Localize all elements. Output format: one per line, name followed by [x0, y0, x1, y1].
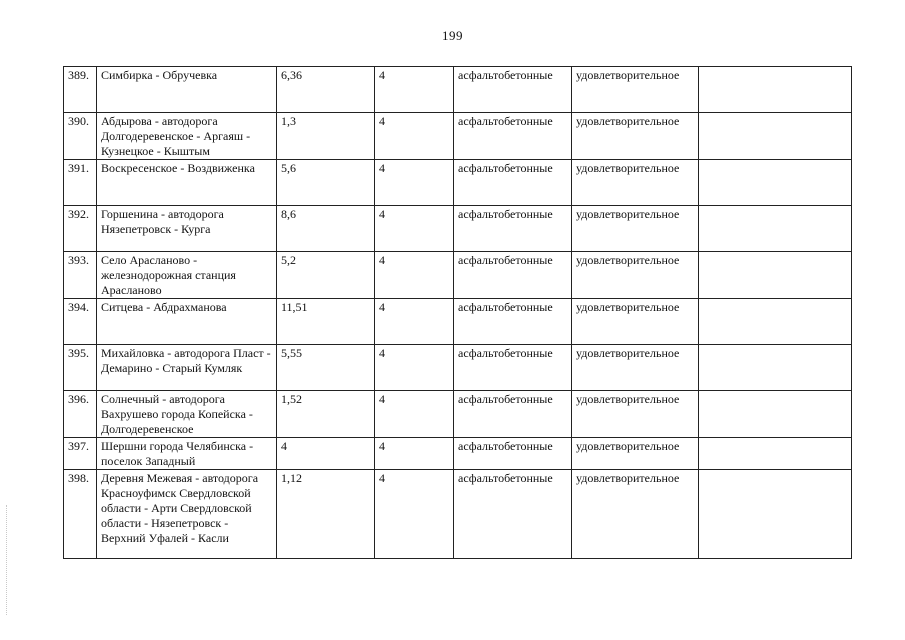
row-number: 392.	[64, 206, 97, 252]
row-number: 389.	[64, 67, 97, 113]
road-category: 4	[375, 438, 454, 470]
row-number: 393.	[64, 252, 97, 299]
road-name: Абдырова - автодорога Долгодеревенское - Аргаяш - Кузнецкое - Кыштым	[97, 113, 277, 160]
road-surface: асфальтобетонные	[454, 67, 572, 113]
road-category: 4	[375, 67, 454, 113]
road-state: удовлетворительное	[572, 113, 699, 160]
row-number: 397.	[64, 438, 97, 470]
table-row	[64, 113, 852, 160]
page-number: 199	[442, 28, 463, 43]
road-note	[699, 206, 852, 252]
road-name: Воскресенское - Воздвиженка	[97, 160, 277, 206]
road-state: удовлетворительное	[572, 206, 699, 252]
row-number: 391.	[64, 160, 97, 206]
row-number: 390.	[64, 113, 97, 160]
road-name: Михайловка - автодорога Пласт - Демарино - Старый Кумляк	[97, 345, 277, 391]
road-state: удовлетворительное	[572, 252, 699, 299]
road-length: 5,55	[277, 345, 375, 391]
road-category: 4	[375, 470, 454, 559]
scan-margin-mark	[6, 505, 9, 615]
road-length: 11,51	[277, 299, 375, 345]
table-row	[64, 160, 852, 206]
table-row	[64, 67, 852, 113]
road-category: 4	[375, 113, 454, 160]
table-row	[64, 391, 852, 438]
road-length: 5,6	[277, 160, 375, 206]
road-note	[699, 391, 852, 438]
row-number: 394.	[64, 299, 97, 345]
road-state: удовлетворительное	[572, 345, 699, 391]
road-name: Ситцева - Абдрахманова	[97, 299, 277, 345]
road-state: удовлетворительное	[572, 160, 699, 206]
road-surface: асфальтобетонные	[454, 391, 572, 438]
road-length: 1,12	[277, 470, 375, 559]
table-row	[64, 438, 852, 470]
table-row	[64, 206, 852, 252]
table-row	[64, 345, 852, 391]
road-surface: асфальтобетонные	[454, 345, 572, 391]
road-surface: асфальтобетонные	[454, 470, 572, 559]
road-state: удовлетворительное	[572, 299, 699, 345]
road-note	[699, 160, 852, 206]
road-name: Горшенина - автодорога Нязепетровск - Курга	[97, 206, 277, 252]
road-state: удовлетворительное	[572, 438, 699, 470]
road-surface: асфальтобетонные	[454, 113, 572, 160]
road-surface: асфальтобетонные	[454, 206, 572, 252]
road-state: удовлетворительное	[572, 470, 699, 559]
road-note	[699, 67, 852, 113]
road-name: Село Арасланово - железнодорожная станция Арасланово	[97, 252, 277, 299]
road-note	[699, 345, 852, 391]
road-state: удовлетворительное	[572, 67, 699, 113]
road-category: 4	[375, 345, 454, 391]
road-length: 8,6	[277, 206, 375, 252]
road-surface: асфальтобетонные	[454, 252, 572, 299]
roads-table	[63, 66, 852, 559]
road-surface: асфальтобетонные	[454, 438, 572, 470]
road-name: Симбирка - Обручевка	[97, 67, 277, 113]
road-length: 5,2	[277, 252, 375, 299]
row-number: 395.	[64, 345, 97, 391]
road-length: 1,3	[277, 113, 375, 160]
road-category: 4	[375, 299, 454, 345]
road-name: Шершни города Челябинска - поселок Западный	[97, 438, 277, 470]
road-note	[699, 299, 852, 345]
road-note	[699, 113, 852, 160]
road-length: 4	[277, 438, 375, 470]
road-length: 6,36	[277, 67, 375, 113]
table-row	[64, 252, 852, 299]
road-note	[699, 438, 852, 470]
road-length: 1,52	[277, 391, 375, 438]
road-name: Деревня Межевая - автодорога Красноуфимск Свердловской области - Арти Свердловской области - Нязепетровск - Верхний Уфалей - Касли	[97, 470, 277, 559]
road-category: 4	[375, 206, 454, 252]
road-surface: асфальтобетонные	[454, 299, 572, 345]
road-surface: асфальтобетонные	[454, 160, 572, 206]
row-number: 398.	[64, 470, 97, 559]
road-note	[699, 470, 852, 559]
table-row	[64, 470, 852, 559]
road-category: 4	[375, 391, 454, 438]
row-number: 396.	[64, 391, 97, 438]
table-row	[64, 299, 852, 345]
road-category: 4	[375, 160, 454, 206]
road-state: удовлетворительное	[572, 391, 699, 438]
road-category: 4	[375, 252, 454, 299]
road-note	[699, 252, 852, 299]
road-name: Солнечный - автодорога Вахрушево города Копейска - Долгодеревенское	[97, 391, 277, 438]
